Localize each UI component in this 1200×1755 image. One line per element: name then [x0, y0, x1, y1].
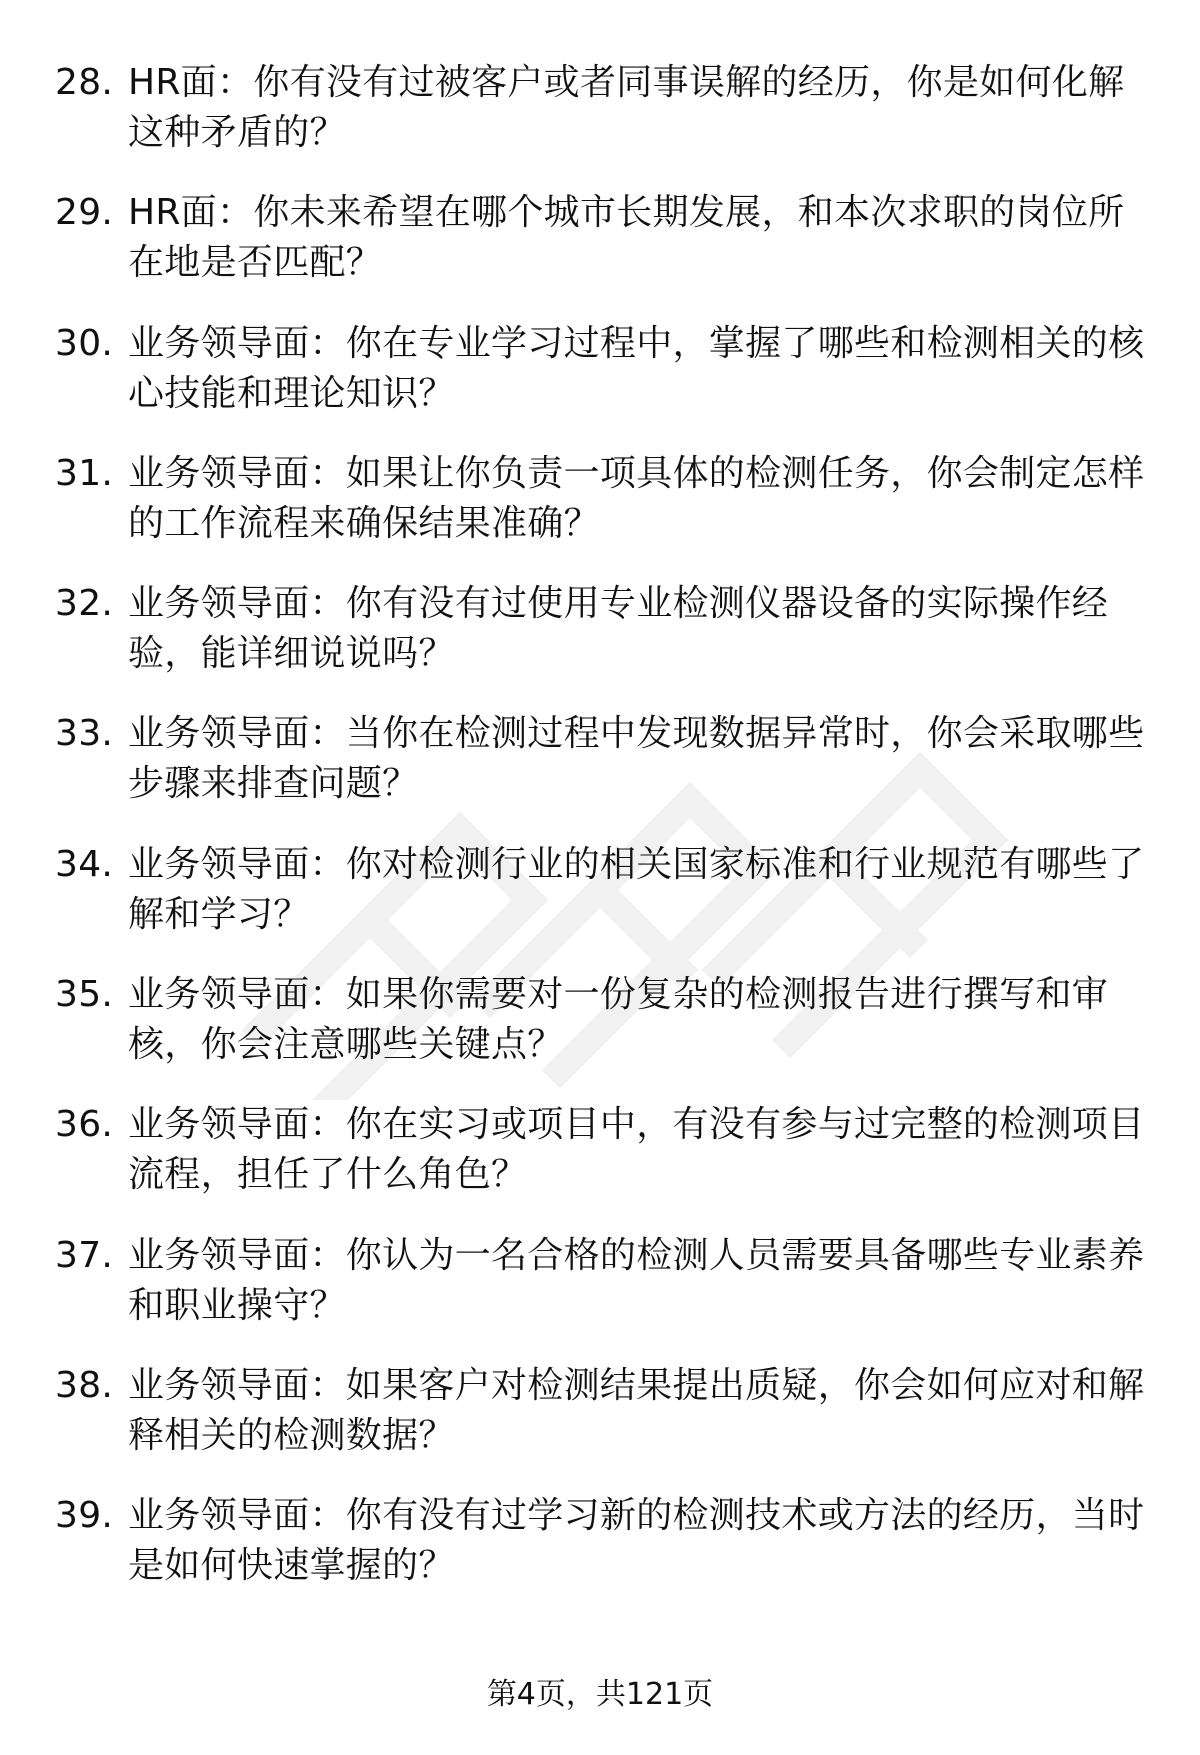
question-number: 39.: [55, 1495, 114, 1537]
question-text: 业务领导面：你在实习或项目中，有没有参与过完整的检测项目流程，担任了什么角色？: [128, 1104, 1145, 1196]
question-item: [55, 1361, 1155, 1461]
question-text: 业务领导面：你有没有过学习新的检测技术或方法的经历，当时是如何快速掌握的？: [128, 1495, 1145, 1587]
question-item: [55, 1231, 1155, 1331]
question-number: 30.: [55, 322, 114, 364]
question-item: [55, 970, 1155, 1070]
question-item: [55, 449, 1155, 549]
question-text: HR面：你有没有过被客户或者同事误解的经历，你是如何化解这种矛盾的？: [128, 62, 1125, 153]
question-item: [55, 1100, 1155, 1200]
question-item: [55, 58, 1155, 158]
question-number: 34.: [55, 843, 114, 885]
question-text: 业务领导面：如果你需要对一份复杂的检测报告进行撰写和审核，你会注意哪些关键点？: [128, 974, 1109, 1066]
question-list: [55, 58, 1155, 1622]
question-text: 业务领导面：如果让你负责一项具体的检测任务，你会制定怎样的工作流程来确保结果准确？: [128, 452, 1145, 544]
question-item: [55, 319, 1155, 419]
question-text: 业务领导面：你对检测行业的相关国家标准和行业规范有哪些了解和学习？: [128, 843, 1145, 935]
question-number: 29.: [55, 192, 114, 234]
question-number: 31.: [55, 452, 114, 494]
question-number: 28.: [55, 62, 114, 103]
question-number: 33.: [55, 713, 114, 755]
question-item: [55, 1491, 1155, 1591]
question-item: [55, 840, 1155, 940]
question-text: 业务领导面：你在专业学习过程中，掌握了哪些和检测相关的核心技能和理论知识？: [128, 322, 1145, 414]
question-text: HR面：你未来希望在哪个城市长期发展，和本次求职的岗位所在地是否匹配？: [128, 192, 1125, 284]
question-number: 32.: [55, 583, 114, 625]
question-text: 业务领导面：你有没有过使用专业检测仪器设备的实际操作经验，能详细说说吗？: [128, 583, 1109, 675]
question-number: 35.: [55, 974, 114, 1016]
question-number: 37.: [55, 1234, 114, 1276]
question-number: 36.: [55, 1104, 114, 1146]
question-item: [55, 188, 1155, 288]
question-text: 业务领导面：如果客户对检测结果提出质疑，你会如何应对和解释相关的检测数据？: [128, 1364, 1145, 1456]
question-item: [55, 709, 1155, 809]
question-number: 38.: [55, 1364, 114, 1406]
question-text: 业务领导面：你认为一名合格的检测人员需要具备哪些专业素养和职业操守？: [128, 1234, 1145, 1326]
page-indicator: 第4页，共121页: [486, 1677, 714, 1712]
question-item: [55, 579, 1155, 679]
question-text: 业务领导面：当你在检测过程中发现数据异常时，你会采取哪些步骤来排查问题？: [128, 713, 1145, 805]
